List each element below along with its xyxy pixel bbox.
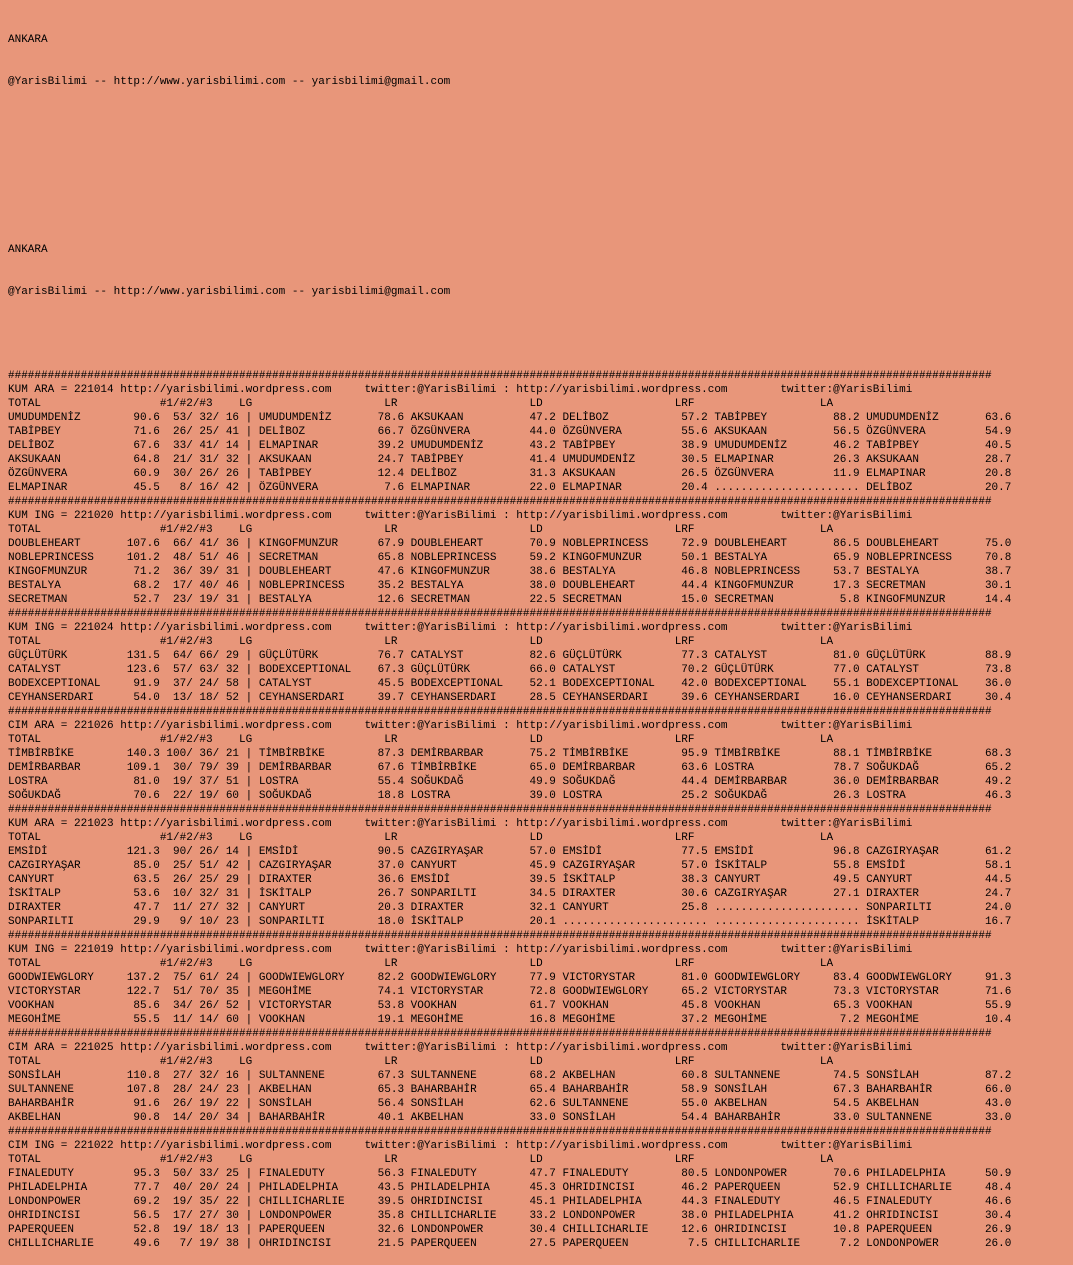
separator-line: ##################################################################################################################################################### bbox=[8, 706, 992, 718]
table-row: PHILADELPHIA 77.7 40/ 20/ 24 | PHILADELPHIA 43.5 PHILADELPHIA 45.3 OHRIDINCISI 46.2 PAPERQUEEN 52.9 CHILLICHARLIE 48.4 bbox=[8, 1182, 1012, 1194]
header-contact-line: @YarisBilimi -- http://www.yarisbilimi.com -- yarisbilimi@gmail.com bbox=[8, 76, 451, 88]
table-row: CEYHANSERDARI 54.0 13/ 18/ 52 | CEYHANSERDARI 39.7 CEYHANSERDARI 28.5 CEYHANSERDARI 39.6 CEYHANSERDARI 16.0 CEYHANSERDARI 30.4 bbox=[8, 692, 1012, 704]
separator-line: ##################################################################################################################################################### bbox=[8, 370, 992, 382]
table-row: PAPERQUEEN 52.8 19/ 18/ 13 | PAPERQUEEN 32.6 LONDONPOWER 30.4 CHILLICHARLIE 12.6 OHRIDINCISI 10.8 PAPERQUEEN 26.9 bbox=[8, 1224, 1012, 1236]
table-row: ÖZGÜNVERA 60.9 30/ 26/ 26 | TABİPBEY 12.4 DELİBOZ 31.3 AKSUKAAN 26.5 ÖZGÜNVERA 11.9 ELMAPINAR 20.8 bbox=[8, 468, 1012, 480]
table-row: VOOKHAN 85.6 34/ 26/ 52 | VICTORYSTAR 53.8 VOOKHAN 61.7 VOOKHAN 45.8 VOOKHAN 65.3 VOOKHAN 55.9 bbox=[8, 1000, 1012, 1012]
race-title-line: KUM ARA = 221023 http://yarisbilimi.wordpress.com twitter:@YarisBilimi : http://yarisbilimi.wordpress.com twitter:@YarisBilimi bbox=[8, 818, 913, 830]
table-row: KINGOFMUNZUR 71.2 36/ 39/ 31 | DOUBLEHEART 47.6 KINGOFMUNZUR 38.6 BESTALYA 46.8 NOBLEPRINCESS 53.7 BESTALYA 38.7 bbox=[8, 566, 1012, 578]
table-row: ELMAPINAR 45.5 8/ 16/ 42 | ÖZGÜNVERA 7.6 ELMAPINAR 22.0 ELMAPINAR 20.4 ...................... DELİBOZ 20.7 bbox=[8, 482, 1012, 494]
separator-line: ##################################################################################################################################################### bbox=[8, 608, 992, 620]
table-row: CAZGIRYAŞAR 85.0 25/ 51/ 42 | CAZGIRYAŞAR 37.0 CANYURT 45.9 CAZGIRYAŞAR 57.0 İSKİTALP 55.8 EMSİDİ 58.1 bbox=[8, 860, 1012, 872]
race-sections bbox=[8, 369, 1073, 1251]
table-row: DOUBLEHEART 107.6 66/ 41/ 36 | KINGOFMUNZUR 67.9 DOUBLEHEART 70.9 NOBLEPRINCESS 72.9 DOUBLEHEART 86.5 DOUBLEHEART 75.0 bbox=[8, 538, 1012, 550]
table-row: SULTANNENE 107.8 28/ 24/ 23 | AKBELHAN 65.3 BAHARBAHİR 65.4 BAHARBAHİR 58.9 SONSİLAH 67.3 BAHARBAHİR 66.0 bbox=[8, 1084, 1012, 1096]
header-city-line: ANKARA bbox=[8, 34, 48, 46]
table-row: GOODWIEWGLORY 137.2 75/ 61/ 24 | GOODWIEWGLORY 82.2 GOODWIEWGLORY 77.9 VICTORYSTAR 81.0 GOODWIEWGLORY 83.4 GOODWIEWGLORY 91.3 bbox=[8, 972, 1012, 984]
table-row: DEMİRBARBAR 109.1 30/ 79/ 39 | DEMİRBARBAR 67.6 TİMBİRBİKE 65.0 DEMİRBARBAR 63.6 LOSTRA 78.7 SOĞUKDAĞ 65.2 bbox=[8, 762, 1012, 774]
columns-header-line: TOTAL #1/#2/#3 LG LR LD LRF LA bbox=[8, 636, 834, 648]
table-row: GÜÇLÜTÜRK 131.5 64/ 66/ 29 | GÜÇLÜTÜRK 76.7 CATALYST 82.6 GÜÇLÜTÜRK 77.3 CATALYST 81.0 GÜÇLÜTÜRK 88.9 bbox=[8, 650, 1012, 662]
header-city-line: ANKARA bbox=[8, 244, 48, 256]
columns-header-line: TOTAL #1/#2/#3 LG LR LD LRF LA bbox=[8, 1056, 834, 1068]
table-row: LOSTRA 81.0 19/ 37/ 51 | LOSTRA 55.4 SOĞUKDAĞ 49.9 SOĞUKDAĞ 44.4 DEMİRBARBAR 36.0 DEMİRBARBAR 49.2 bbox=[8, 776, 1012, 788]
table-row: CATALYST 123.6 57/ 63/ 32 | BODEXCEPTIONAL 67.3 GÜÇLÜTÜRK 66.0 CATALYST 70.2 GÜÇLÜTÜRK 77.0 CATALYST 73.8 bbox=[8, 664, 1012, 676]
table-row: FINALEDUTY 95.3 50/ 33/ 25 | FINALEDUTY 56.3 FINALEDUTY 47.7 FINALEDUTY 80.5 LONDONPOWER 70.6 PHILADELPHIA 50.9 bbox=[8, 1168, 1012, 1180]
table-row: AKBELHAN 90.8 14/ 20/ 34 | BAHARBAHİR 40.1 AKBELHAN 33.0 SONSİLAH 54.4 BAHARBAHİR 33.0 SULTANNENE 33.0 bbox=[8, 1112, 1012, 1124]
race-title-line: CIM ING = 221022 http://yarisbilimi.wordpress.com twitter:@YarisBilimi : http://yarisbilimi.wordpress.com twitter:@YarisBilimi bbox=[8, 1140, 913, 1152]
blank-line bbox=[8, 159, 1073, 173]
table-row: CHILLICHARLIE 49.6 7/ 19/ 38 | OHRIDINCISI 21.5 PAPERQUEEN 27.5 PAPERQUEEN 7.5 CHILLICHARLIE 7.2 LONDONPOWER 26.0 bbox=[8, 1238, 1012, 1250]
blank-line bbox=[8, 117, 1073, 131]
table-row: BESTALYA 68.2 17/ 40/ 46 | NOBLEPRINCESS 35.2 BESTALYA 38.0 DOUBLEHEART 44.4 KINGOFMUNZUR 17.3 SECRETMAN 30.1 bbox=[8, 580, 1012, 592]
table-row: DIRAXTER 47.7 11/ 27/ 32 | CANYURT 20.3 DIRAXTER 32.1 CANYURT 25.8 ...................... SONPARILTI 24.0 bbox=[8, 902, 1012, 914]
table-row: UMUDUMDENİZ 90.6 53/ 32/ 16 | UMUDUMDENİZ 78.6 AKSUKAAN 47.2 DELİBOZ 57.2 TABİPBEY 88.2 UMUDUMDENİZ 63.6 bbox=[8, 412, 1012, 424]
separator-line: ##################################################################################################################################################### bbox=[8, 930, 992, 942]
table-row: TABİPBEY 71.6 26/ 25/ 41 | DELİBOZ 66.7 ÖZGÜNVERA 44.0 ÖZGÜNVERA 55.6 AKSUKAAN 56.5 ÖZGÜNVERA 54.9 bbox=[8, 426, 1012, 438]
blank-line bbox=[8, 327, 1073, 341]
table-row: SONPARILTI 29.9 9/ 10/ 23 | SONPARILTI 18.0 İSKİTALP 20.1 ...................... ...................... İSKİTALP 16.7 bbox=[8, 916, 1012, 928]
table-row: BODEXCEPTIONAL 91.9 37/ 24/ 58 | CATALYST 45.5 BODEXCEPTIONAL 52.1 BODEXCEPTIONAL 42.0 BODEXCEPTIONAL 55.1 BODEXCEPTIONAL 36.0 bbox=[8, 678, 1012, 690]
columns-header-line: TOTAL #1/#2/#3 LG LR LD LRF LA bbox=[8, 524, 834, 536]
table-row: AKSUKAAN 64.8 21/ 31/ 32 | AKSUKAAN 24.7 TABİPBEY 41.4 UMUDUMDENİZ 30.5 ELMAPINAR 26.3 AKSUKAAN 28.7 bbox=[8, 454, 1012, 466]
table-row: NOBLEPRINCESS 101.2 48/ 51/ 46 | SECRETMAN 65.8 NOBLEPRINCESS 59.2 KINGOFMUNZUR 50.1 BESTALYA 65.9 NOBLEPRINCESS 70.8 bbox=[8, 552, 1012, 564]
table-row: İSKİTALP 53.6 10/ 32/ 31 | İSKİTALP 26.7 SONPARILTI 34.5 DIRAXTER 30.6 CAZGIRYAŞAR 27.1 DIRAXTER 24.7 bbox=[8, 888, 1012, 900]
columns-header-line: TOTAL #1/#2/#3 LG LR LD LRF LA bbox=[8, 958, 834, 970]
race-title-line: CIM ARA = 221026 http://yarisbilimi.wordpress.com twitter:@YarisBilimi : http://yarisbilimi.wordpress.com twitter:@YarisBilimi bbox=[8, 720, 913, 732]
blank-line bbox=[8, 201, 1073, 215]
columns-header-line: TOTAL #1/#2/#3 LG LR LD LRF LA bbox=[8, 832, 834, 844]
race-title-line: CIM ARA = 221025 http://yarisbilimi.wordpress.com twitter:@YarisBilimi : http://yarisbilimi.wordpress.com twitter:@YarisBilimi bbox=[8, 1042, 913, 1054]
separator-line: ##################################################################################################################################################### bbox=[8, 496, 992, 508]
table-row: MEGOHİME 55.5 11/ 14/ 60 | VOOKHAN 19.1 MEGOHİME 16.8 MEGOHİME 37.2 MEGOHİME 7.2 MEGOHİME 10.4 bbox=[8, 1014, 1012, 1026]
race-title-line: KUM ING = 221019 http://yarisbilimi.wordpress.com twitter:@YarisBilimi : http://yarisbilimi.wordpress.com twitter:@YarisBilimi bbox=[8, 944, 913, 956]
table-row: LONDONPOWER 69.2 19/ 35/ 22 | CHILLICHARLIE 39.5 OHRIDINCISI 45.1 PHILADELPHIA 44.3 FINALEDUTY 46.5 FINALEDUTY 46.6 bbox=[8, 1196, 1012, 1208]
table-row: EMSİDİ 121.3 90/ 26/ 14 | EMSİDİ 90.5 CAZGIRYAŞAR 57.0 EMSİDİ 77.5 EMSİDİ 96.8 CAZGIRYAŞAR 61.2 bbox=[8, 846, 1012, 858]
separator-line: ##################################################################################################################################################### bbox=[8, 1126, 992, 1138]
race-title-line: KUM ING = 221024 http://yarisbilimi.wordpress.com twitter:@YarisBilimi : http://yarisbilimi.wordpress.com twitter:@YarisBilimi bbox=[8, 622, 913, 634]
header-contact-line: @YarisBilimi -- http://www.yarisbilimi.com -- yarisbilimi@gmail.com bbox=[8, 286, 451, 298]
table-row: SOĞUKDAĞ 70.6 22/ 19/ 60 | SOĞUKDAĞ 18.8 LOSTRA 39.0 LOSTRA 25.2 SOĞUKDAĞ 26.3 LOSTRA 46.3 bbox=[8, 790, 1012, 802]
separator-line: ##################################################################################################################################################### bbox=[8, 1028, 992, 1040]
table-row: OHRIDINCISI 56.5 17/ 27/ 30 | LONDONPOWER 35.8 CHILLICHARLIE 33.2 LONDONPOWER 38.0 PHILADELPHIA 41.2 OHRIDINCISI 30.4 bbox=[8, 1210, 1012, 1222]
race-title-line: KUM ING = 221020 http://yarisbilimi.wordpress.com twitter:@YarisBilimi : http://yarisbilimi.wordpress.com twitter:@YarisBilimi bbox=[8, 510, 913, 522]
columns-header-line: TOTAL #1/#2/#3 LG LR LD LRF LA bbox=[8, 398, 834, 410]
table-row: TİMBİRBİKE 140.3 100/ 36/ 21 | TİMBİRBİKE 87.3 DEMİRBARBAR 75.2 TİMBİRBİKE 95.9 TİMBİRBİKE 88.1 TİMBİRBİKE 68.3 bbox=[8, 748, 1012, 760]
columns-header-line: TOTAL #1/#2/#3 LG LR LD LRF LA bbox=[8, 734, 834, 746]
table-row: SONSİLAH 110.8 27/ 32/ 16 | SULTANNENE 67.3 SULTANNENE 68.2 AKBELHAN 60.8 SULTANNENE 74.5 SONSİLAH 87.2 bbox=[8, 1070, 1012, 1082]
table-row: SECRETMAN 52.7 23/ 19/ 31 | BESTALYA 12.6 SECRETMAN 22.5 SECRETMAN 15.0 SECRETMAN 5.8 KINGOFMUNZUR 14.4 bbox=[8, 594, 1012, 606]
table-row: CANYURT 63.5 26/ 25/ 29 | DIRAXTER 36.6 EMSİDİ 39.5 İSKİTALP 38.3 CANYURT 49.5 CANYURT 44.5 bbox=[8, 874, 1012, 886]
separator-line: ##################################################################################################################################################### bbox=[8, 804, 992, 816]
columns-header-line: TOTAL #1/#2/#3 LG LR LD LRF LA bbox=[8, 1154, 834, 1166]
race-title-line: KUM ARA = 221014 http://yarisbilimi.wordpress.com twitter:@YarisBilimi : http://yarisbilimi.wordpress.com twitter:@YarisBilimi bbox=[8, 384, 913, 396]
table-row: VICTORYSTAR 122.7 51/ 70/ 35 | MEGOHİME 74.1 VICTORYSTAR 72.8 GOODWIEWGLORY 65.2 VICTORYSTAR 73.3 VICTORYSTAR 71.6 bbox=[8, 986, 1012, 998]
table-row: DELİBOZ 67.6 33/ 41/ 14 | ELMAPINAR 39.2 UMUDUMDENİZ 43.2 TABİPBEY 38.9 UMUDUMDENİZ 46.2 TABİPBEY 40.5 bbox=[8, 440, 1012, 452]
table-row: BAHARBAHİR 91.6 26/ 19/ 22 | SONSİLAH 56.4 SONSİLAH 62.6 SULTANNENE 55.0 AKBELHAN 54.5 AKBELHAN 43.0 bbox=[8, 1098, 1012, 1110]
